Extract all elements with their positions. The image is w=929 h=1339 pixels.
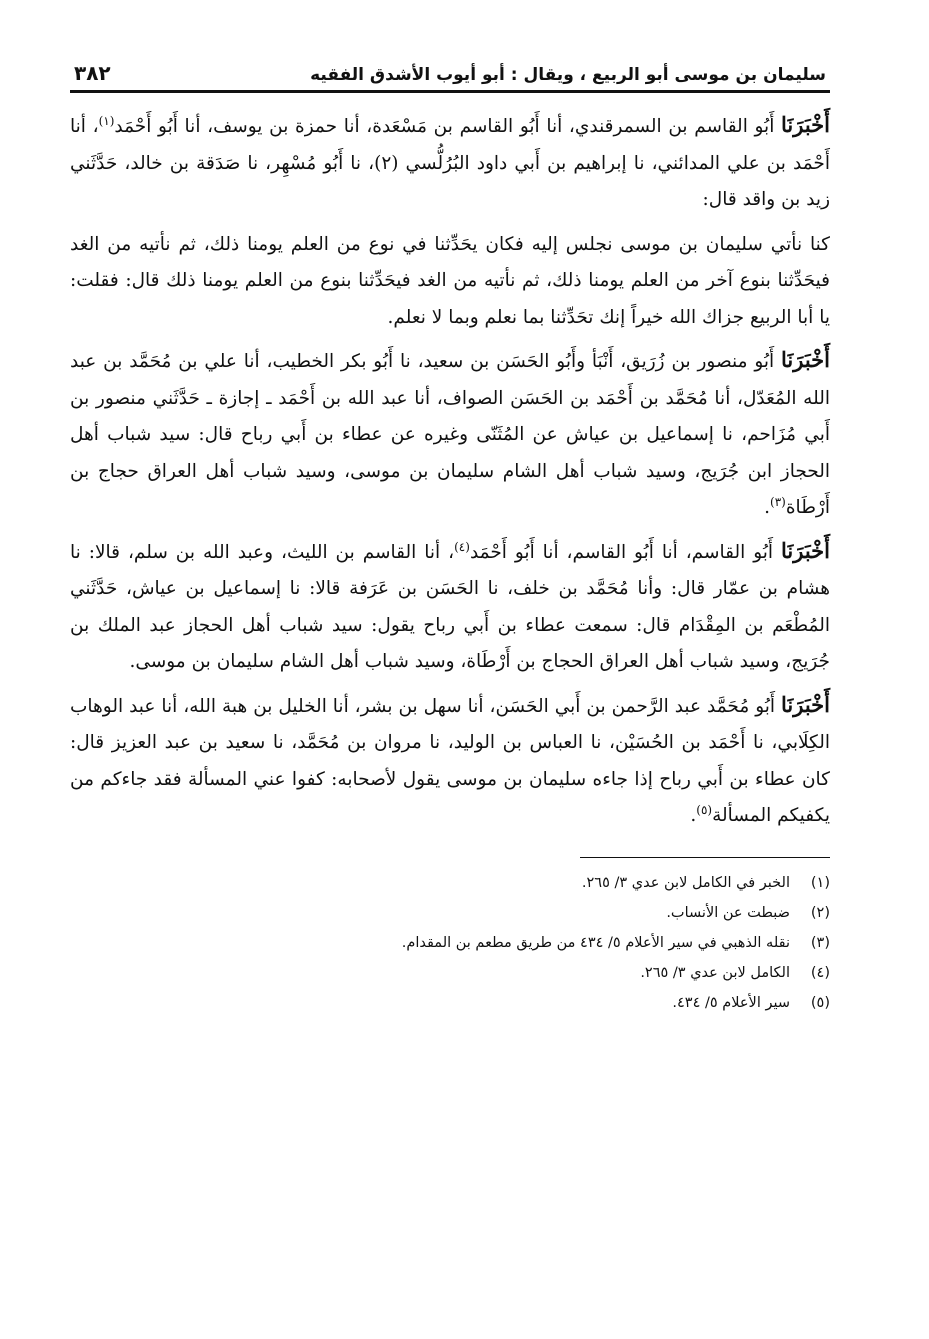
book-page [70, 60, 830, 1018]
paragraph-text: كنا نأتي سليمان بن موسى نجلس إليه فكان يحَدِّثنا في نوع من العلم يومنا ذلك، ثم نأتيه من الغد فيحَدِّثنا بنوع آخر من العلم يومنا ذلك، ثم نأتيه من الغد فيحَدِّثنا بنوع من العلم يومنا ذلك قال: فقلت: يا أبا الربيع جزاك الله خيراً إنك تحَدِّثنا بما نعلم وبما لا نعلم. [70, 233, 830, 328]
footnote-ref-3: (٣) [770, 494, 786, 509]
footnote-text: نقله الذهبي في سير الأعلام ٥/ ٤٣٤ من طريق مطعم بن المقدام. [401, 934, 790, 951]
footnote-ref-4: (٤) [454, 539, 470, 554]
footnote-3 [70, 928, 830, 958]
footnote-number: (٤) [810, 964, 830, 981]
paragraph-text-rest: ، أنا أَحْمَد بن علي المدائني، نا إبراهيم بن أَبي داود البُرُلُّسي (٢)، نا أَبُو مُسْهِر، نا صَدَقة بن خالد، حَدَّثَني زيد بن واقد قال: [70, 116, 830, 210]
running-header [70, 60, 830, 93]
paragraph-3 [70, 342, 830, 527]
page-number: ٣٨٢ [74, 61, 111, 85]
footnote-2 [70, 898, 830, 928]
narration-lead: أَخْبَرَنَا [781, 537, 830, 563]
footnote-number: (٢) [810, 904, 830, 921]
footnote-number: (٥) [810, 994, 830, 1011]
footnote-number: (١) [810, 874, 830, 891]
paragraph-text: أَبُو مُحَمَّد عبد الرَّحمن بن أَبي الحَسَن، أنا سهل بن بشر، أنا الخليل بن هبة الله، أنا عبد الوهاب الكِلَابي، نا أَحْمَد بن الحُسَيْن، نا العباس بن الوليد، نا مروان بن مُحَمَّد، نا سعيد بن عبد العزيز قال: كان عطاء بن أَبي رباح إذا جاءه سليمان بن موسى يقول لأصحابه: كفوا عني المسألة فقد جاءكم من يكفيكم المسألة [70, 695, 830, 826]
narration-lead: أَخْبَرَنَا [781, 347, 830, 372]
footnote-1 [70, 868, 830, 898]
paragraph-1 [70, 107, 830, 219]
paragraph-text: أَبُو القاسم بن السمرقندي، أنا أَبُو القاسم بن مَسْعَدة، أنا حمزة بن يوسف، أنا أَبُو أَحْمَد [114, 116, 781, 137]
paragraph-text: أَبُو منصور بن زُرَيق، أَنْبَأ وأَبُو الحَسَن بن سعيد، نا أَبُو بكر الخطيب، أنا علي بن مُحَمَّد بن عبد الله المُعَدّل، أنا مُحَمَّد بن أَحْمَد بن الحَسَن الصواف، أنا عبد الله بن أَحْمَد ـ إجازة ـ حَدَّثَني منصور بن أَبي مُزَاحم، نا إسماعيل بن عياش عن المُثَنّى وغيره عن عطاء بن أَبي رباح قال: سيد شباب أهل الحجاز ابن جُرَيج، وسيد شباب أهل الشام سليمان بن موسى، وسيد شباب أهل العراق حجاج بن أَرْطَاة [70, 351, 830, 518]
footnote-4 [70, 958, 830, 988]
narration-lead: أَخْبَرَنَا [781, 112, 830, 137]
footnote-text: ضبطت عن الأنساب. [666, 904, 790, 921]
footnotes [70, 868, 830, 1018]
paragraph-text-rest: . [690, 805, 697, 826]
footnote-5 [70, 988, 830, 1018]
paragraph-5 [70, 687, 830, 835]
footnote-number: (٣) [810, 934, 830, 951]
footnote-text: الخبر في الكامل لابن عدي ٣/ ٢٦٥. [581, 874, 790, 891]
running-title: سليمان بن موسى أبو الربيع ، ويقال : أبو أيوب الأشدق الفقيه [310, 65, 826, 85]
footnote-text: الكامل لابن عدي ٣/ ٢٦٥. [640, 964, 790, 981]
paragraph-text-rest: ، أنا القاسم بن الليث، وعبد الله بن سلم، قالا: نا هشام بن عمّار قال: وأنا مُحَمَّد بن خلف، نا الحَسَن بن عَرَفة قالا: نا إسماعيل بن عياش، حَدَّثَني المُطْعَم بن المِقْدَام قال: سمعت عطاء بن أَبي رباح يقول: سيد شباب أهل الحجاز عبد الملك بن جُرَيج، وسيد شباب أهل العراق الحجاج بن أَرْطَاة، وسيد شباب أهل الشام سليمان بن موسى. [70, 541, 830, 672]
footnote-ref-5: (٥) [696, 802, 713, 817]
paragraph-4 [70, 533, 830, 681]
main-text [70, 107, 830, 835]
footnote-divider [580, 857, 830, 858]
paragraph-2 [70, 225, 830, 337]
footnote-ref-1: (١) [98, 113, 115, 128]
footnote-text: سير الأعلام ٥/ ٤٣٤. [672, 994, 790, 1011]
narration-lead: أَخْبَرَنَا [781, 691, 830, 717]
paragraph-text: أَبُو القاسم، أنا أَبُو القاسم، أنا أَبُو أَحْمَد [469, 541, 782, 563]
paragraph-text-rest: . [764, 497, 771, 518]
